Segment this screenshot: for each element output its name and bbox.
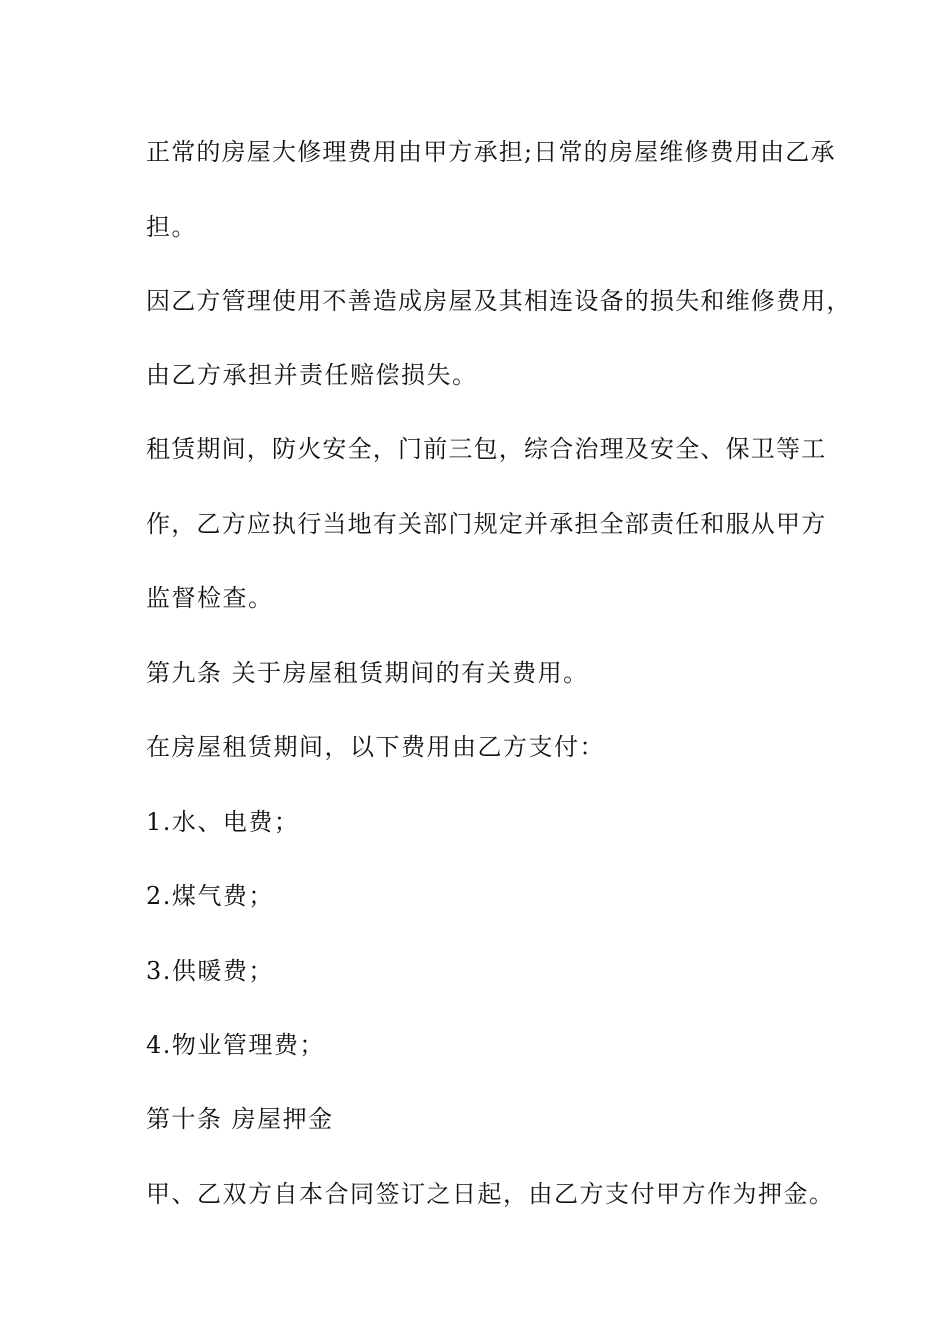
section-heading: 第九条 关于房屋租赁期间的有关费用。: [146, 659, 589, 687]
list-item: 4.物业管理费；: [146, 1031, 325, 1059]
paragraph-line: 正常的房屋大修理费用由甲方承担;日常的房屋维修费用由乙承: [146, 138, 836, 166]
paragraph-line: 担。: [146, 213, 197, 241]
list-item: 3.供暖费；: [146, 957, 274, 985]
paragraph-line: 在房屋租赁期间，以下费用由乙方支付：: [146, 733, 605, 761]
paragraph-line: 由乙方承担并责任赔偿损失。: [146, 361, 478, 389]
paragraph-line: 作，乙方应执行当地有关部门规定并承担全部责任和服从甲方: [146, 510, 827, 538]
list-item: 1.水、电费；: [146, 808, 300, 836]
list-item: 2.煤气费；: [146, 882, 274, 910]
section-heading: 第十条 房屋押金: [146, 1105, 334, 1133]
paragraph-line: 甲、乙双方自本合同签订之日起，由乙方支付甲方作为押金。: [146, 1180, 835, 1208]
paragraph-line: 租赁期间，防火安全，门前三包，综合治理及安全、保卫等工: [146, 435, 827, 463]
paragraph-line: 因乙方管理使用不善造成房屋及其相连设备的损失和维修费用，: [146, 287, 852, 315]
paragraph-line: 监督检查。: [146, 584, 274, 612]
